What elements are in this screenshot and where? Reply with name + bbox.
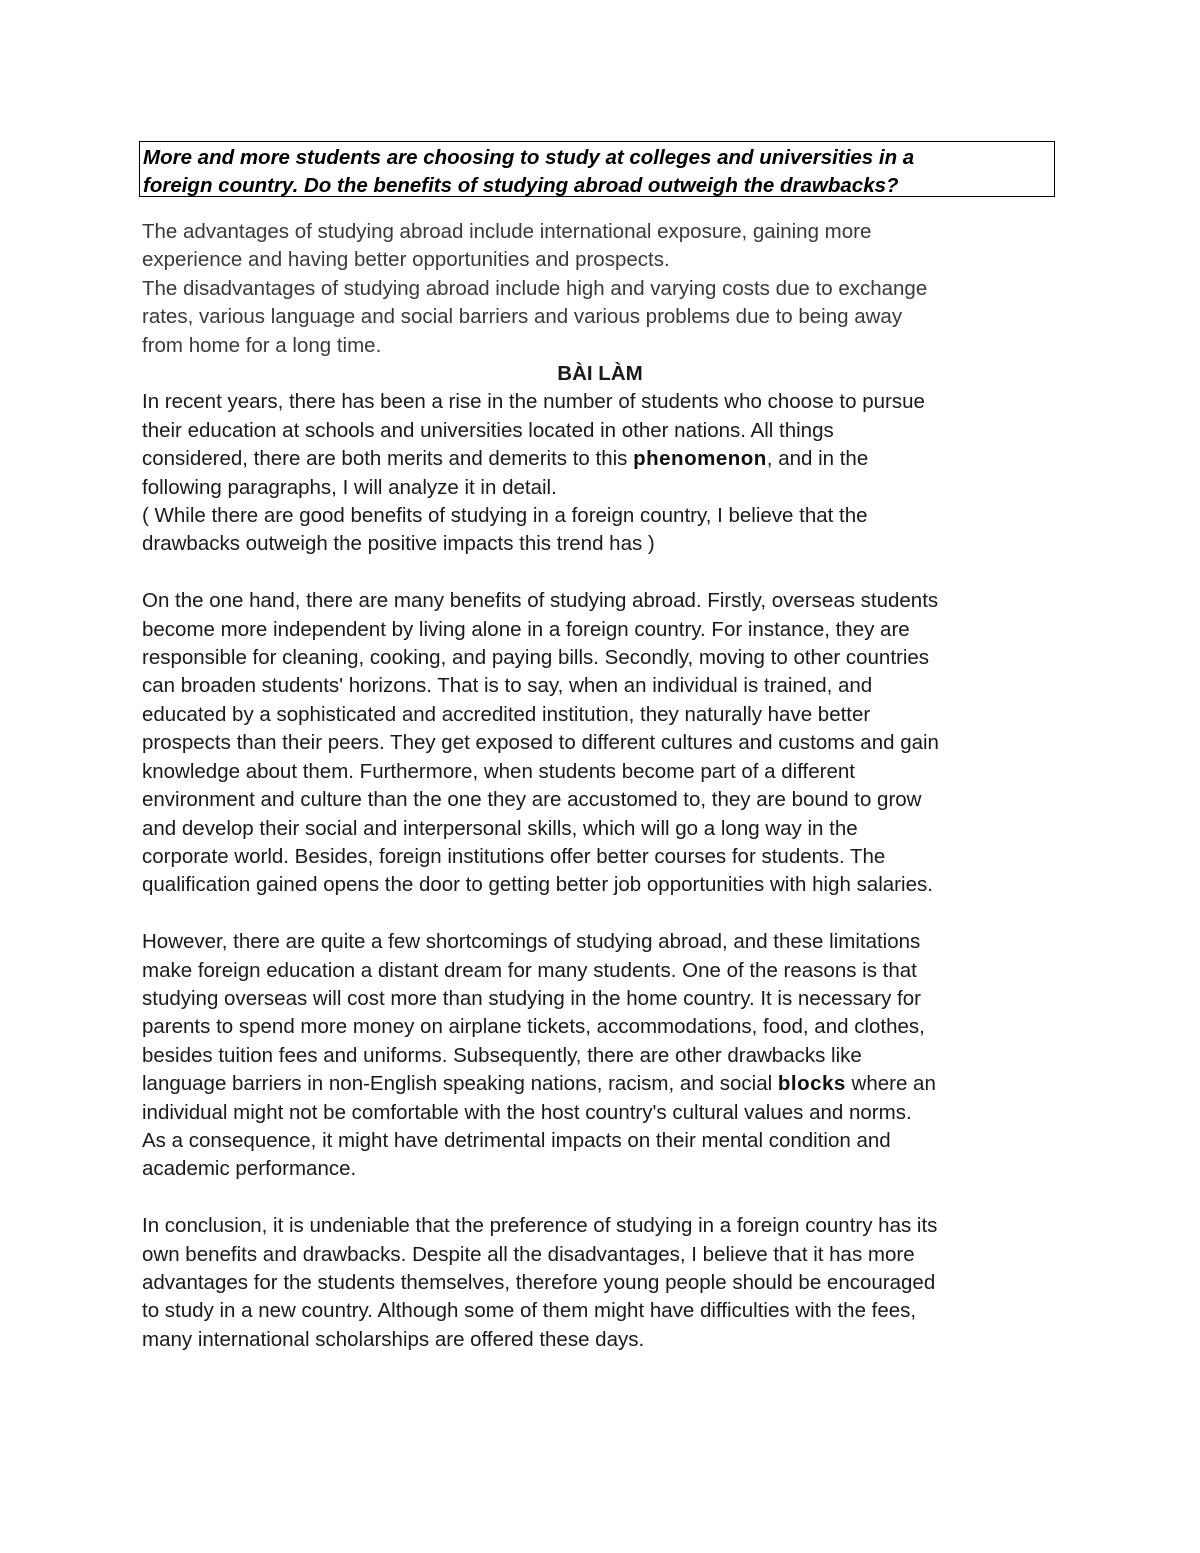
text-line: responsible for cleaning, cooking, and paying bills. Secondly, moving to other countries	[142, 646, 930, 670]
text-line: prospects than their peers. They get exposed to different cultures and customs and gain	[142, 731, 939, 755]
highlighted-word: blocks	[777, 1072, 846, 1096]
text-line: from home for a long time.	[142, 333, 382, 357]
text-line: parents to spend more money on airplane tickets, accommodations, food, and clothes,	[142, 1015, 925, 1039]
text-line: rates, various language and social barriers and various problems due to being away	[142, 305, 903, 329]
text-line: In recent years, there has been a rise in the number of students who choose to pursue	[142, 390, 925, 414]
text-line: The disadvantages of studying abroad include high and varying costs due to exchange	[142, 276, 928, 300]
text-line: following paragraphs, I will analyze it in detail.	[142, 475, 557, 499]
text-line: make foreign education a distant dream for many students. One of the reasons is that	[142, 958, 917, 982]
disadvantages-paragraph	[142, 275, 1072, 360]
text-segment: considered, there are both merits and demerits to this	[142, 447, 634, 471]
paragraph-spacer	[142, 900, 1072, 928]
text-line: studying overseas will cost more than studying in the home country. It is necessary for	[142, 986, 921, 1010]
text-line: On the one hand, there are many benefits of studying abroad. Firstly, overseas students	[142, 589, 939, 613]
text-line: own benefits and drawbacks. Despite all the disadvantages, I believe that it has more	[142, 1242, 915, 1266]
text-line: their education at schools and universities located in other nations. All things	[142, 418, 834, 442]
text-line	[142, 445, 1072, 473]
text-line: The advantages of studying abroad include international exposure, gaining more	[142, 220, 872, 243]
text-line: environment and culture than the one they are accustomed to, they are bound to grow	[142, 788, 922, 812]
text-line: many international scholarships are offered these days.	[142, 1327, 645, 1351]
text-line: besides tuition fees and uniforms. Subsequently, there are other drawbacks like	[142, 1043, 862, 1067]
text-segment: , and in the	[766, 447, 869, 471]
text-line: individual might not be comfortable with the host country's cultural values and norms.	[142, 1100, 912, 1124]
text-line: become more independent by living alone in a foreign country. For instance, they are	[142, 617, 910, 641]
text-line: ( While there are good benefits of studying in a foreign country, I believe that the	[142, 504, 868, 528]
essay-prompt-box	[139, 141, 1055, 197]
text-line: However, there are quite a few shortcomings of studying abroad, and these limitations	[142, 930, 921, 954]
text-segment: language barriers in non-English speaking nations, racism, and social	[142, 1072, 778, 1096]
document-body	[142, 218, 1072, 1354]
text-line: knowledge about them. Furthermore, when students become part of a different	[142, 759, 855, 783]
text-segment: where an	[845, 1072, 936, 1096]
text-line	[142, 1070, 1072, 1098]
body-paragraph-2	[142, 928, 1072, 1184]
text-line: qualification gained opens the door to getting better job opportunities with high salaries.	[142, 873, 933, 897]
text-line: In conclusion, it is undeniable that the preference of studying in a foreign country has its	[142, 1214, 938, 1238]
highlighted-word: phenomenon	[633, 447, 767, 471]
text-line: to study in a new country. Although some of them might have difficulties with the fees,	[142, 1299, 917, 1323]
text-line: and develop their social and interpersonal skills, which will go a long way in the	[142, 816, 858, 840]
paragraph-spacer	[142, 559, 1072, 587]
text-line: As a consequence, it might have detrimental impacts on their mental condition and	[142, 1128, 891, 1152]
text-line: educated by a sophisticated and accredited institution, they naturally have better	[142, 702, 871, 726]
introduction-paragraph	[142, 388, 1072, 558]
prompt-line-2: foreign country. Do the benefits of studying abroad outweigh the drawbacks?	[143, 174, 899, 197]
prompt-line-1: More and more students are choosing to study at colleges and universities in a	[143, 146, 915, 169]
text-line: can broaden students' horizons. That is to say, when an individual is trained, and	[142, 674, 873, 698]
conclusion-paragraph	[142, 1212, 1072, 1354]
text-line: experience and having better opportunities and prospects.	[142, 248, 670, 272]
text-line: advantages for the students themselves, therefore young people should be encouraged	[142, 1270, 936, 1294]
body-paragraph-1	[142, 587, 1072, 899]
essay-heading: BÀI LÀM	[557, 362, 643, 386]
text-line: drawbacks outweigh the positive impacts this trend has )	[142, 532, 655, 556]
text-line: corporate world. Besides, foreign institutions offer better courses for students. The	[142, 844, 886, 868]
advantages-paragraph	[142, 218, 1072, 275]
text-line: academic performance.	[142, 1157, 357, 1181]
paragraph-spacer	[142, 1184, 1072, 1212]
